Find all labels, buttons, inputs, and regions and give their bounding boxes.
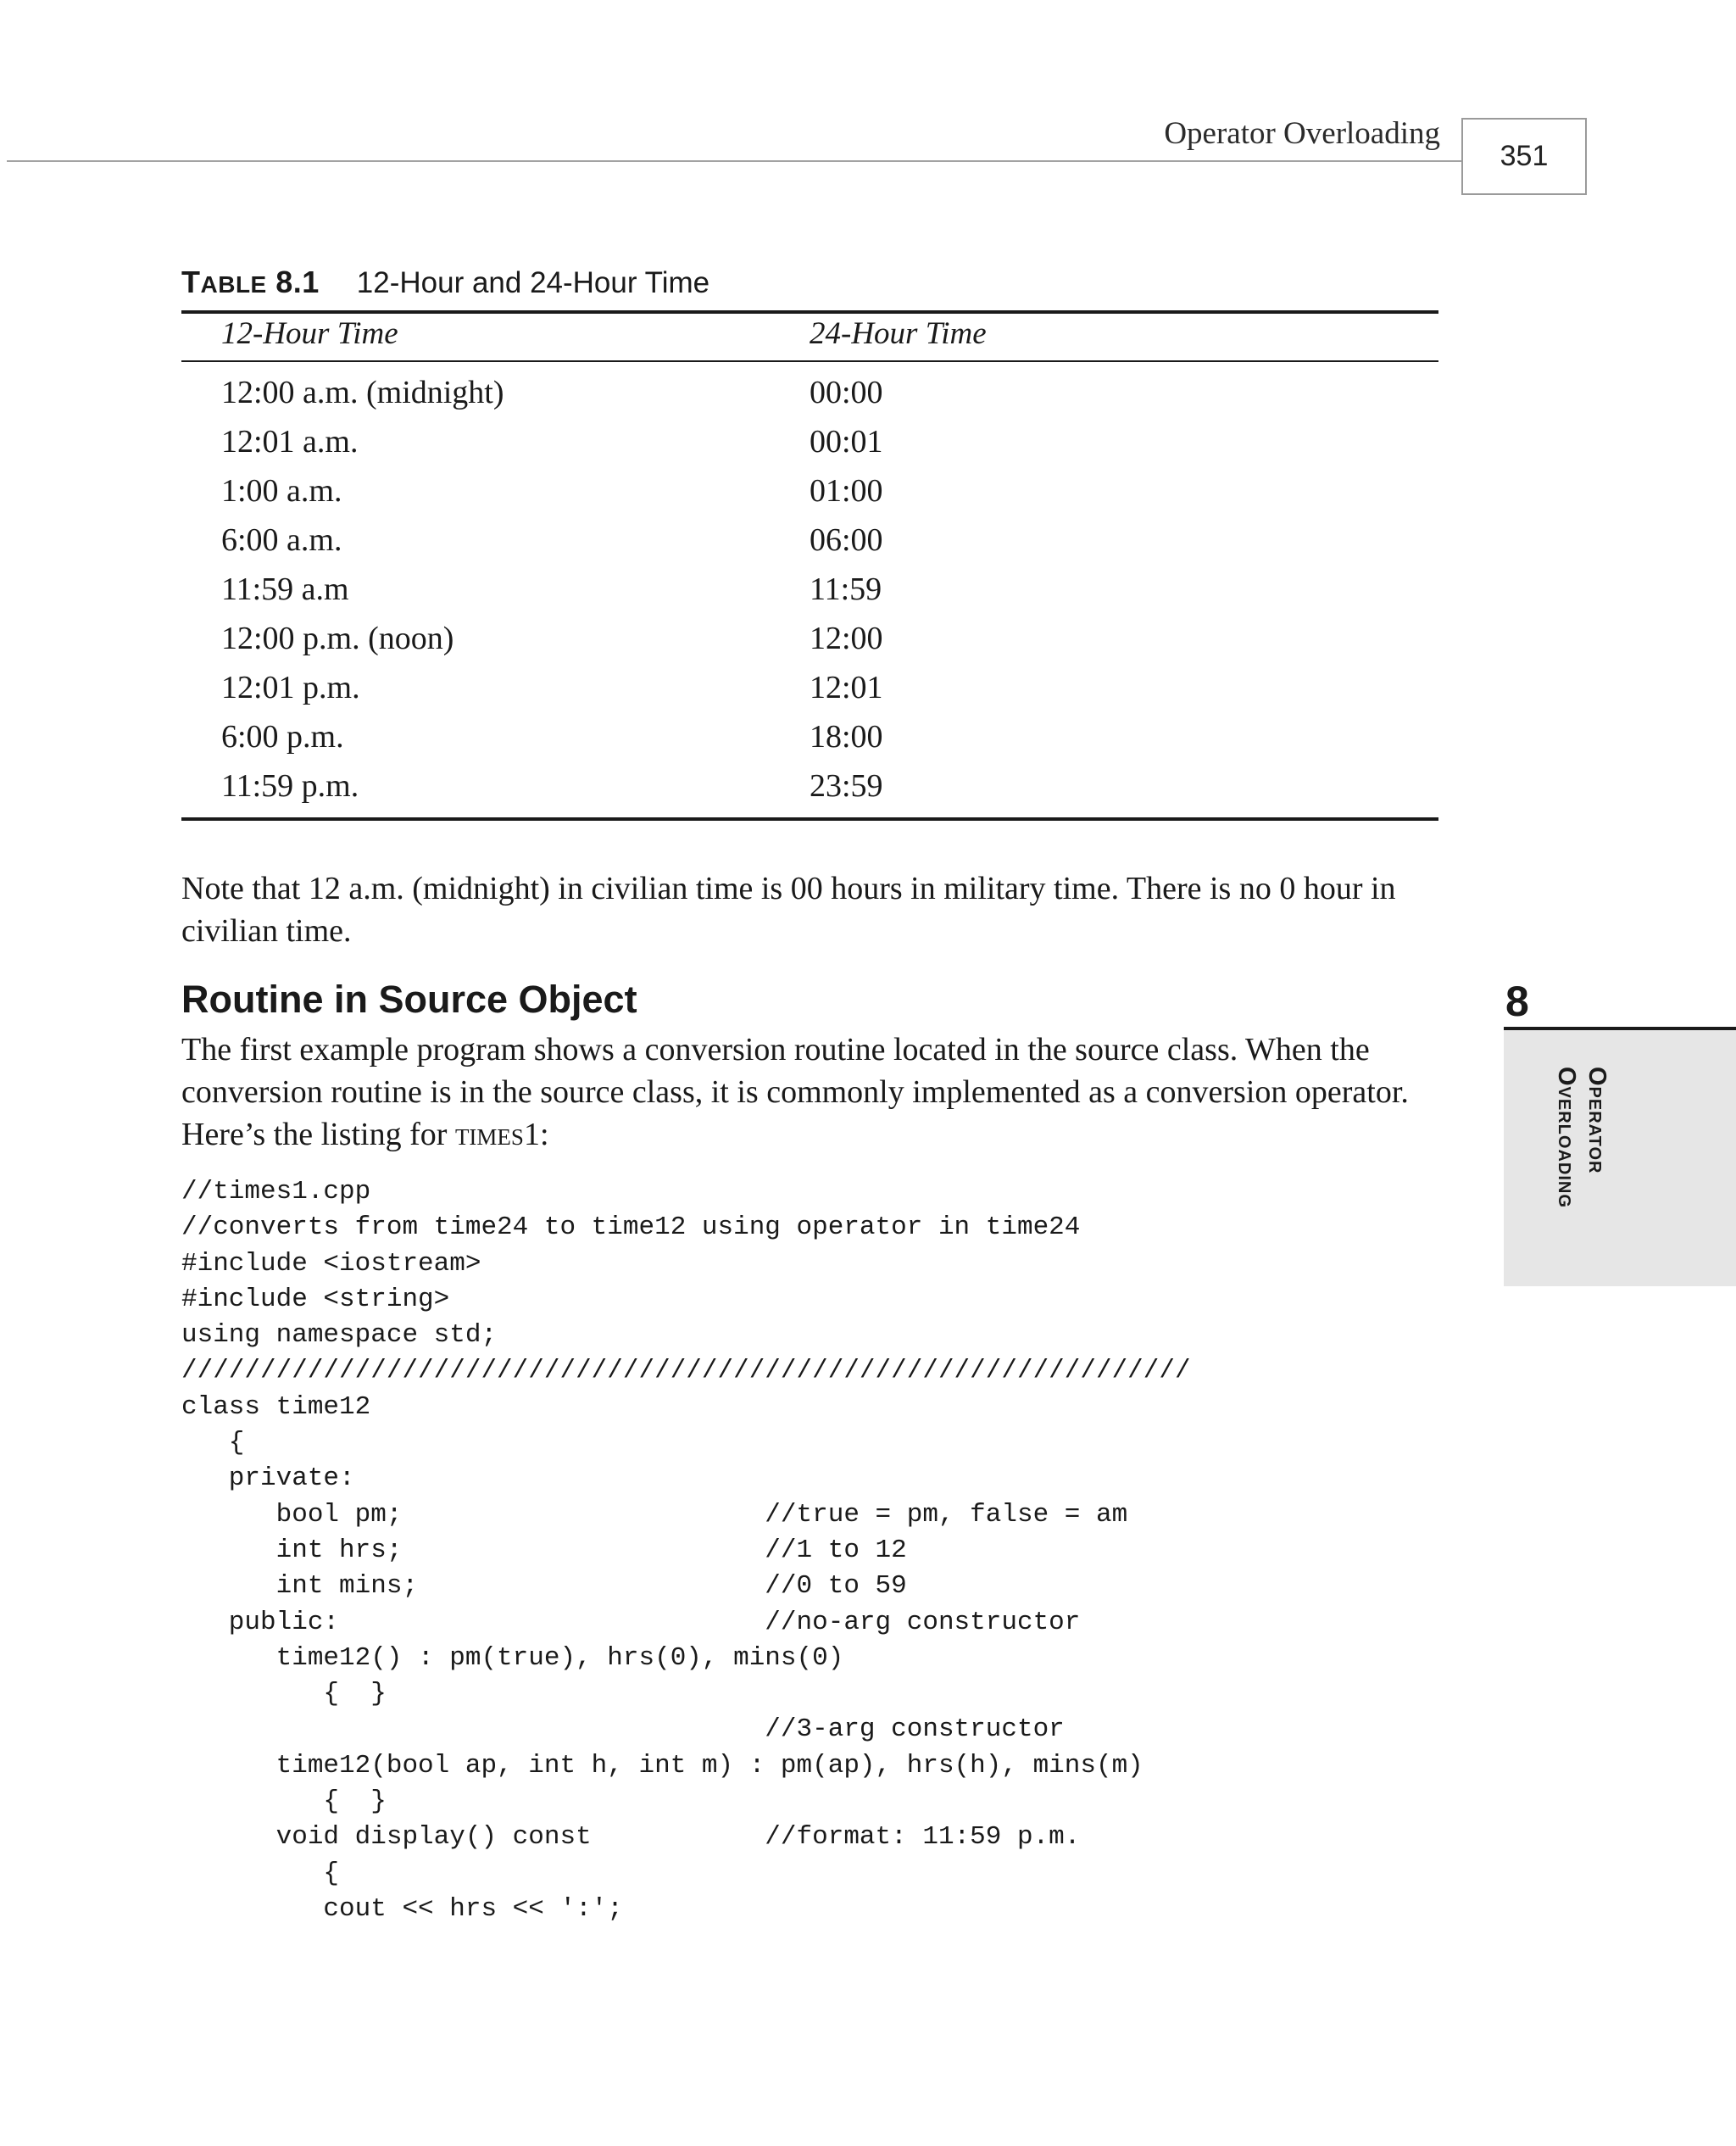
note-paragraph: Note that 12 a.m. (midnight) in civilian time is 00 hours in military time. There is no 0 hour in civilian time. bbox=[181, 871, 1396, 949]
header-divider bbox=[7, 160, 1461, 162]
chapter-tab-label bbox=[1551, 1067, 1612, 1208]
table-row bbox=[0, 620, 1736, 669]
table-caption bbox=[181, 265, 709, 300]
table-label-number: 8.1 bbox=[266, 265, 320, 299]
cell-24-hour: 23:59 bbox=[810, 768, 883, 804]
code-listing: //times1.cpp //converts from time24 to time12 using operator in time24 #include <iostream> #include <string> using namespace std; //////////////////////////////////////////////////////////////// class time12 { private: bool pm; //true = pm, false = am int hrs; //1 to 12 int mins; //0 to 59 public: //no-arg constructor time12() : pm(true), hrs(0), mins(0) { } //3-arg constructor time12(bool ap, int h, int m) : pm(ap), hrs(h), mins(m) { } void display() const //format: 11:59 p.m. { cout << hrs << ':'; bbox=[181, 1177, 1191, 1924]
table-row bbox=[0, 521, 1736, 571]
cell-12-hour: 12:00 p.m. (noon) bbox=[221, 621, 454, 656]
column-header-12-hour: 12-Hour Time bbox=[221, 316, 398, 351]
section-paragraph bbox=[181, 1028, 1444, 1156]
cell-12-hour: 6:00 p.m. bbox=[221, 719, 344, 755]
cell-12-hour: 1:00 a.m. bbox=[221, 473, 342, 509]
chapter-tab-line2: Overloading bbox=[1553, 1067, 1580, 1208]
section-body-text: The first example program shows a conversion routine located in the source class. When the conversion routine is in the source class, it is commonly implemented as a conversion operator. Here’s the listing for bbox=[181, 1032, 1409, 1152]
program-name: times bbox=[454, 1117, 524, 1152]
cell-12-hour: 12:00 a.m. (midnight) bbox=[221, 375, 504, 410]
program-name-digit: 1 bbox=[523, 1117, 540, 1152]
cell-24-hour: 11:59 bbox=[810, 571, 882, 607]
cell-24-hour: 18:00 bbox=[810, 719, 883, 755]
cell-12-hour: 11:59 p.m. bbox=[221, 768, 359, 804]
table-row bbox=[0, 423, 1736, 472]
table-row bbox=[0, 571, 1736, 620]
table-row bbox=[0, 718, 1736, 767]
table-row bbox=[0, 374, 1736, 423]
chapter-tab bbox=[1504, 1030, 1736, 1286]
table-top-rule bbox=[181, 310, 1438, 314]
table-bottom-rule bbox=[181, 817, 1438, 821]
cell-12-hour: 11:59 a.m bbox=[221, 571, 349, 607]
cell-24-hour: 00:01 bbox=[810, 424, 883, 460]
cell-12-hour: 12:01 a.m. bbox=[221, 424, 359, 460]
cell-24-hour: 01:00 bbox=[810, 473, 883, 509]
chapter-tab-line1: Operator bbox=[1583, 1067, 1611, 1174]
table-title: 12-Hour and 24-Hour Time bbox=[356, 266, 710, 299]
chapter-number: 8 bbox=[1505, 978, 1529, 1025]
running-header-title: Operator Overloading bbox=[1164, 116, 1440, 151]
table-row bbox=[0, 767, 1736, 817]
table-label bbox=[181, 265, 320, 299]
section-body-end: : bbox=[539, 1117, 549, 1152]
cell-12-hour: 12:01 p.m. bbox=[221, 670, 360, 705]
table-label-rest: ABLE bbox=[200, 271, 267, 298]
cell-24-hour: 12:01 bbox=[810, 670, 883, 705]
cell-24-hour: 06:00 bbox=[810, 522, 883, 558]
cell-24-hour: 00:00 bbox=[810, 375, 883, 410]
cell-24-hour: 12:00 bbox=[810, 621, 883, 656]
table-label-initial: T bbox=[181, 265, 201, 299]
table-header-rule bbox=[181, 360, 1438, 362]
table-row bbox=[0, 472, 1736, 521]
page-number: 351 bbox=[1461, 118, 1587, 195]
column-header-24-hour: 24-Hour Time bbox=[810, 316, 987, 351]
table-row bbox=[0, 669, 1736, 718]
cell-12-hour: 6:00 a.m. bbox=[221, 522, 342, 558]
section-heading: Routine in Source Object bbox=[181, 978, 637, 1021]
